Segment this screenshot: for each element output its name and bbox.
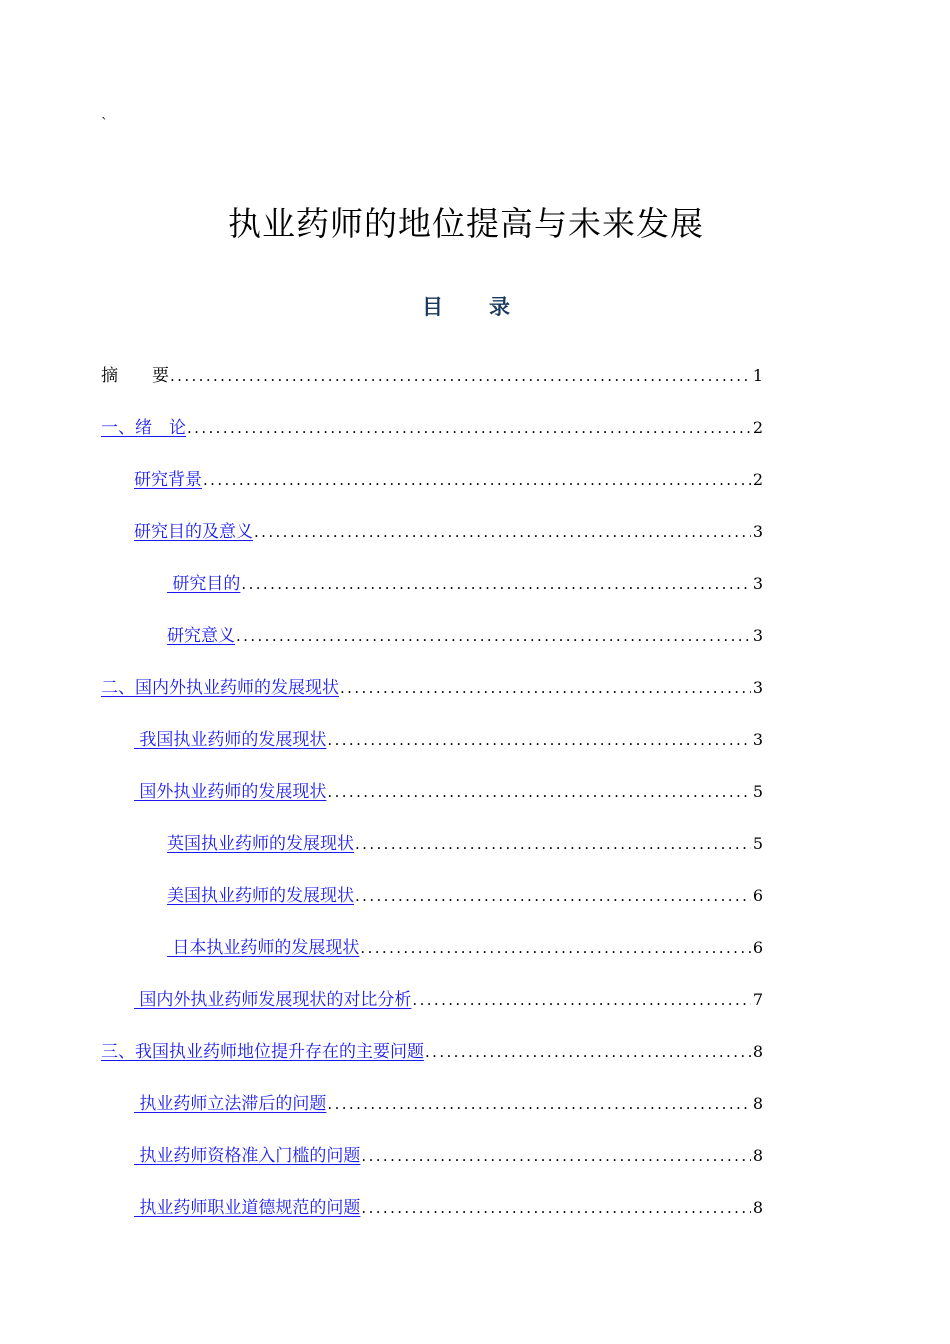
- toc-heading-char: 目: [422, 294, 443, 319]
- toc-entry-page: 3: [752, 730, 763, 749]
- dot-leader: [236, 622, 751, 650]
- dot-leader: [187, 414, 751, 442]
- toc-entry[interactable]: [167, 622, 763, 650]
- toc-entry-page: 3: [752, 574, 763, 593]
- toc-entry-page: 6: [752, 886, 763, 905]
- toc-entry[interactable]: [134, 726, 763, 754]
- toc-entry-page: 2: [752, 418, 763, 437]
- dot-leader: [355, 882, 751, 910]
- toc-entry[interactable]: [167, 830, 763, 858]
- toc-entry[interactable]: [101, 674, 763, 702]
- document-title: 执业药师的地位提高与未来发展: [228, 204, 704, 243]
- toc-entry-link[interactable]: 研究目的: [167, 574, 241, 594]
- toc-entry-link[interactable]: 一、绪 论: [101, 418, 186, 438]
- toc-entry[interactable]: [134, 1090, 763, 1118]
- toc-entry-link[interactable]: 美国执业药师的发展现状: [167, 886, 354, 906]
- toc-heading-char: 录: [489, 294, 510, 319]
- dot-leader: [412, 986, 750, 1014]
- toc-entry-link[interactable]: 国内外执业药师发展现状的对比分析: [134, 990, 412, 1010]
- dot-leader: [327, 1090, 750, 1118]
- toc-entry-page: 8: [752, 1042, 763, 1061]
- dot-leader: [327, 778, 750, 806]
- toc-entry-link[interactable]: 我国执业药师的发展现状: [134, 730, 327, 750]
- toc-entry-page: 8: [752, 1198, 763, 1217]
- toc-entry-link[interactable]: 执业药师立法滞后的问题: [134, 1094, 327, 1114]
- toc-entry[interactable]: [134, 986, 763, 1014]
- dot-leader: [254, 518, 751, 546]
- toc-entry-link[interactable]: 三、我国执业药师地位提升存在的主要问题: [101, 1042, 424, 1062]
- dot-leader: [360, 934, 750, 962]
- dot-leader: [241, 570, 750, 598]
- toc-entry[interactable]: [167, 934, 763, 962]
- toc-entry-page: 1: [752, 366, 763, 385]
- dot-leader: [361, 1194, 750, 1222]
- toc-entry[interactable]: [134, 1194, 763, 1222]
- dot-leader: [327, 726, 750, 754]
- toc-entry[interactable]: [167, 570, 763, 598]
- toc-entry[interactable]: [101, 414, 763, 442]
- toc-entry-link[interactable]: 英国执业药师的发展现状: [167, 834, 354, 854]
- toc-entry-page: 3: [752, 626, 763, 645]
- toc-entry-page: 8: [752, 1146, 763, 1165]
- toc-entry-link[interactable]: 国外执业药师的发展现状: [134, 782, 327, 802]
- toc-heading: [0, 292, 932, 322]
- dot-leader: [425, 1038, 751, 1066]
- toc-entry-page: 3: [752, 522, 763, 541]
- toc-entry[interactable]: [101, 1038, 763, 1066]
- toc-entry-link[interactable]: 研究意义: [167, 626, 235, 646]
- dot-leader: [203, 466, 751, 494]
- toc-entry-label: 摘 要: [101, 366, 169, 386]
- toc-entry[interactable]: [134, 466, 763, 494]
- dot-leader: [170, 362, 751, 390]
- corner-mark: `: [101, 116, 108, 132]
- toc-entry-link[interactable]: 研究背景: [134, 470, 202, 490]
- toc-entry-page: 5: [752, 834, 763, 853]
- dot-leader: [355, 830, 751, 858]
- toc-entry[interactable]: [134, 518, 763, 546]
- toc-entry[interactable]: [167, 882, 763, 910]
- dot-leader: [340, 674, 751, 702]
- toc-entry: [101, 362, 763, 390]
- toc-entry-link[interactable]: 日本执业药师的发展现状: [167, 938, 360, 958]
- toc-entry-page: 3: [752, 678, 763, 697]
- toc-entry-link[interactable]: 执业药师职业道德规范的问题: [134, 1198, 361, 1218]
- toc-entry-link[interactable]: 二、国内外执业药师的发展现状: [101, 678, 339, 698]
- toc-entry-page: 2: [752, 470, 763, 489]
- toc-entry-link[interactable]: 执业药师资格准入门槛的问题: [134, 1146, 361, 1166]
- toc-entry-page: 5: [752, 782, 763, 801]
- toc-entry-page: 7: [752, 990, 763, 1009]
- toc-entry[interactable]: [134, 778, 763, 806]
- toc-entry[interactable]: [134, 1142, 763, 1170]
- toc-entry-page: 6: [752, 938, 763, 957]
- toc-entry-link[interactable]: 研究目的及意义: [134, 522, 253, 542]
- dot-leader: [361, 1142, 750, 1170]
- toc-entry-page: 8: [752, 1094, 763, 1113]
